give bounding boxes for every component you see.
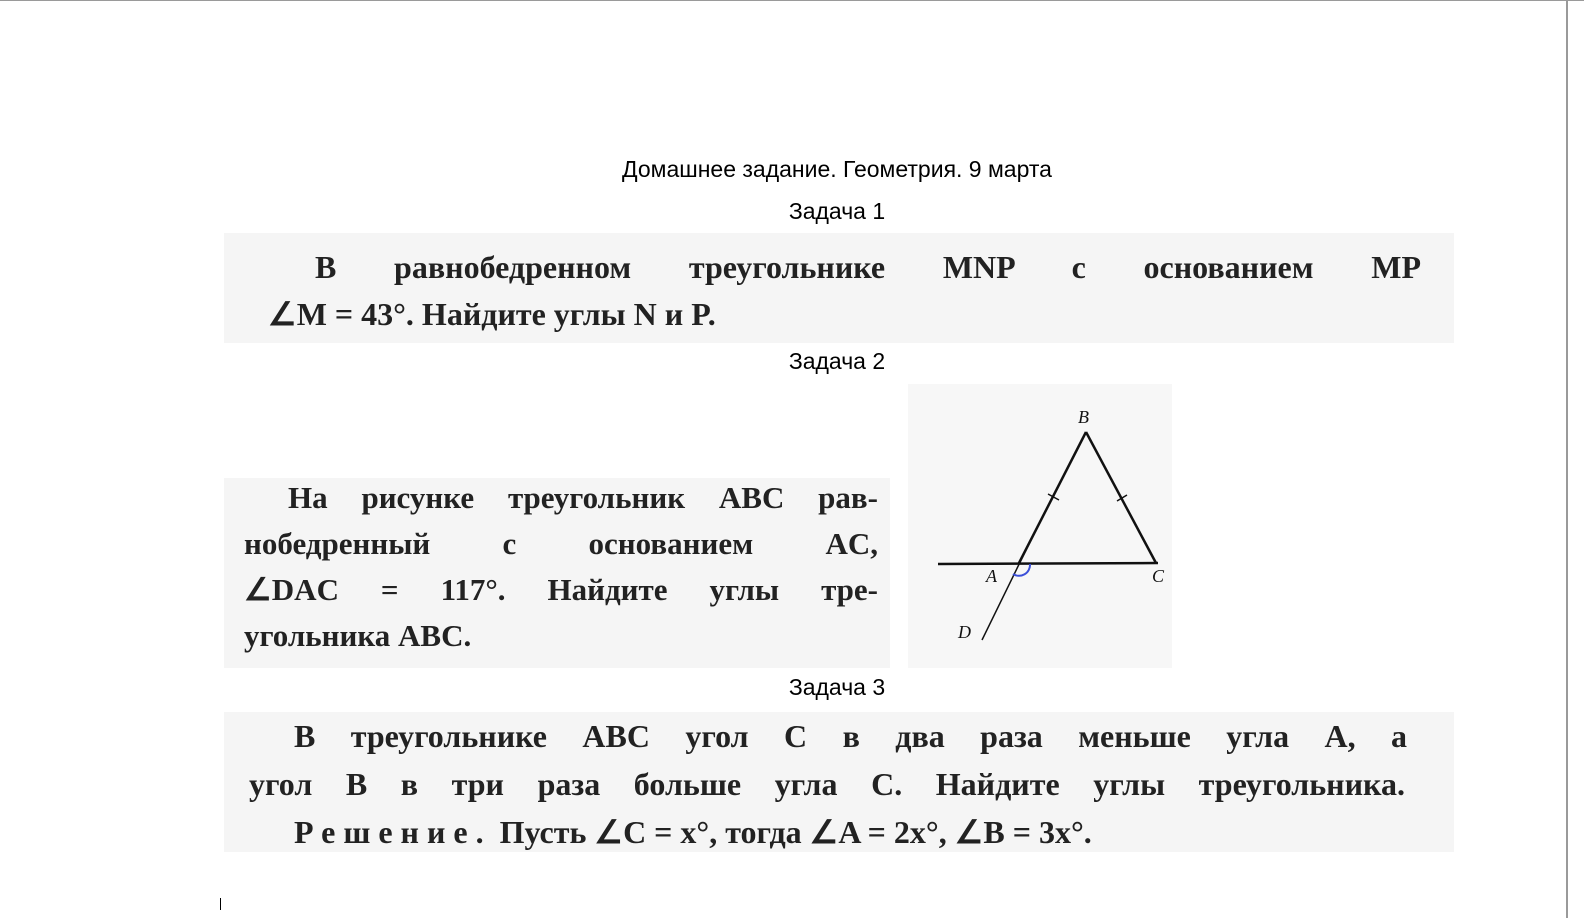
solution-text: Пусть ∠C = x°, тогда ∠A = 2x°, ∠B = 3x°. xyxy=(499,814,1092,850)
triangle-figure-drawing xyxy=(908,384,1172,668)
task-1-problem-image xyxy=(224,233,1454,343)
text-cursor xyxy=(220,898,221,910)
solution-label: Решение. xyxy=(294,814,492,850)
task-3-text-line: угол B в три раза больше угла C. Найдите углы треугольника. xyxy=(249,766,1405,802)
document-title: Домашнее задание. Геометрия. 9 марта xyxy=(622,156,1052,182)
side-ab xyxy=(1019,432,1086,563)
label-d: D xyxy=(958,622,971,642)
task-3-heading: Задача 3 xyxy=(788,674,886,700)
task-2-heading: Задача 2 xyxy=(788,348,886,374)
task-1-text-line: ∠M = 43°. Найдите углы N и P. xyxy=(268,296,716,332)
label-c: C xyxy=(1152,566,1165,586)
task-2-text-line: угольника ABC. xyxy=(244,618,472,653)
task-3-problem-image xyxy=(224,712,1454,852)
page-top-border xyxy=(0,0,1584,1)
line-through-ac xyxy=(938,563,1158,564)
side-bc xyxy=(1086,432,1156,563)
task-2-problem-image xyxy=(224,478,890,668)
task-2-text-line: ∠DAC = 117°. Найдите углы тре- xyxy=(244,572,878,607)
triangle-abc-figure xyxy=(908,384,1172,668)
task-2-text-line: На рисунке треугольник ABC рав- xyxy=(288,480,878,515)
task-3-solution-line xyxy=(294,812,1092,852)
task-2-text-line: нобедренный с основанием AC, xyxy=(244,526,878,561)
task-1-heading: Задача 1 xyxy=(788,198,886,224)
label-a: A xyxy=(986,566,997,586)
label-b: B xyxy=(1078,407,1089,427)
page-right-border xyxy=(1566,0,1568,918)
task-3-text-line: В треугольнике ABC угол C в два раза меньше угла A, а xyxy=(294,718,1407,754)
task-1-text-line: В равнобедренном треугольнике MNP с основанием MP xyxy=(315,249,1421,285)
